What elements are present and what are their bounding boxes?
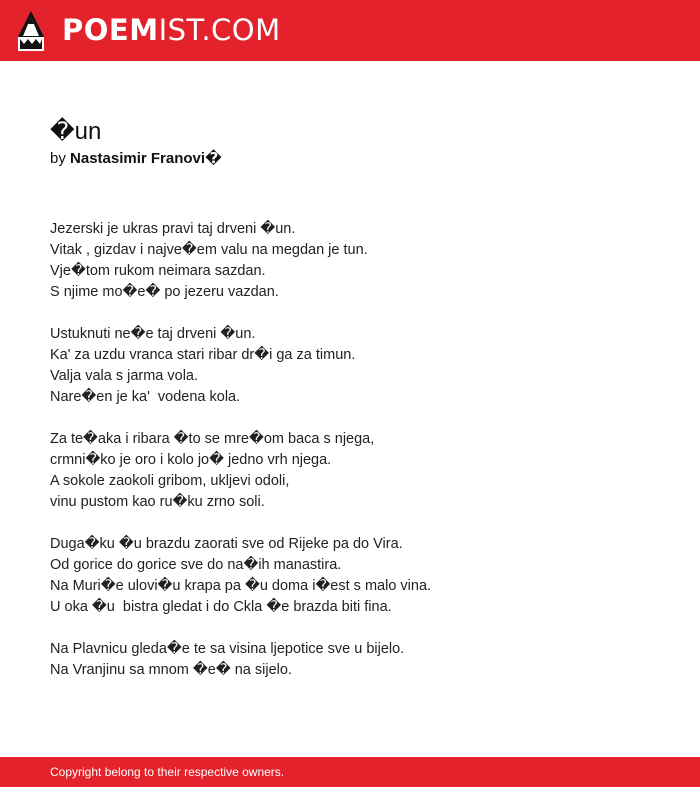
stanza <box>50 639 670 681</box>
logo-bold-text: POEM <box>62 13 159 47</box>
stanza <box>50 534 670 618</box>
poem-line: Za te�aka i ribara �to se mre�om baca s njega, <box>50 431 375 447</box>
poem-line: Na Plavnicu gleda�e te sa visina ljepotice sve u bijelo. <box>50 641 405 657</box>
author-name: Nastasimir Franovi� <box>70 150 222 167</box>
by-label: by <box>50 150 66 167</box>
pencil-tip-icon[interactable] <box>18 11 44 51</box>
stanza <box>50 429 670 513</box>
poem-line: Na Muri�e ulovi�u krapa pa �u doma i�est s malo vina. <box>50 578 432 594</box>
poem-line: U oka �u bistra gledat i do Ckla �e brazda biti fina. <box>50 599 392 615</box>
site-logo-link[interactable] <box>62 13 281 47</box>
poem-line: Ustuknuti ne�e taj drveni �un. <box>50 326 256 342</box>
poem-line: crmni�ko je oro i kolo jo� jedno vrh njega. <box>50 452 332 468</box>
poem-line: Nare�en je ka' vodena kola. <box>50 389 241 405</box>
copyright-notice: Copyright belong to their respective owners. <box>50 765 285 779</box>
poem-title: �un <box>50 118 102 145</box>
stanza <box>50 219 670 303</box>
logo-light-text: IST.COM <box>158 13 281 47</box>
poem-line: Jezerski je ukras pravi taj drveni �un. <box>50 221 296 237</box>
poem-line: Duga�ku �u brazdu zaorati sve od Rijeke pa do Vira. <box>50 536 403 552</box>
site-header <box>0 0 700 61</box>
poem-line: vinu pustom kao ru�ku zrno soli. <box>50 494 265 510</box>
site-footer <box>0 757 700 787</box>
poem-line: Vje�tom rukom neimara sazdan. <box>50 263 266 279</box>
poem-line: Vitak , gizdav i najve�em valu na megdan je tun. <box>50 242 368 258</box>
byline <box>50 149 222 169</box>
poem-line: Valja vala s jarma vola. <box>50 368 199 384</box>
poem-line: A sokole zaokoli gribom, ukljevi odoli, <box>50 473 290 489</box>
poem-line: Ka' za uzdu vranca stari ribar dr�i ga za timun. <box>50 347 356 363</box>
stanza <box>50 324 670 408</box>
poem-line: Na Vranjinu sa mnom �e� na sijelo. <box>50 662 292 678</box>
poem-body <box>50 219 670 702</box>
poem-line: S njime mo�e� po jezeru vazdan. <box>50 284 279 300</box>
poem-line: Od gorice do gorice sve do na�ih manastira. <box>50 557 342 573</box>
